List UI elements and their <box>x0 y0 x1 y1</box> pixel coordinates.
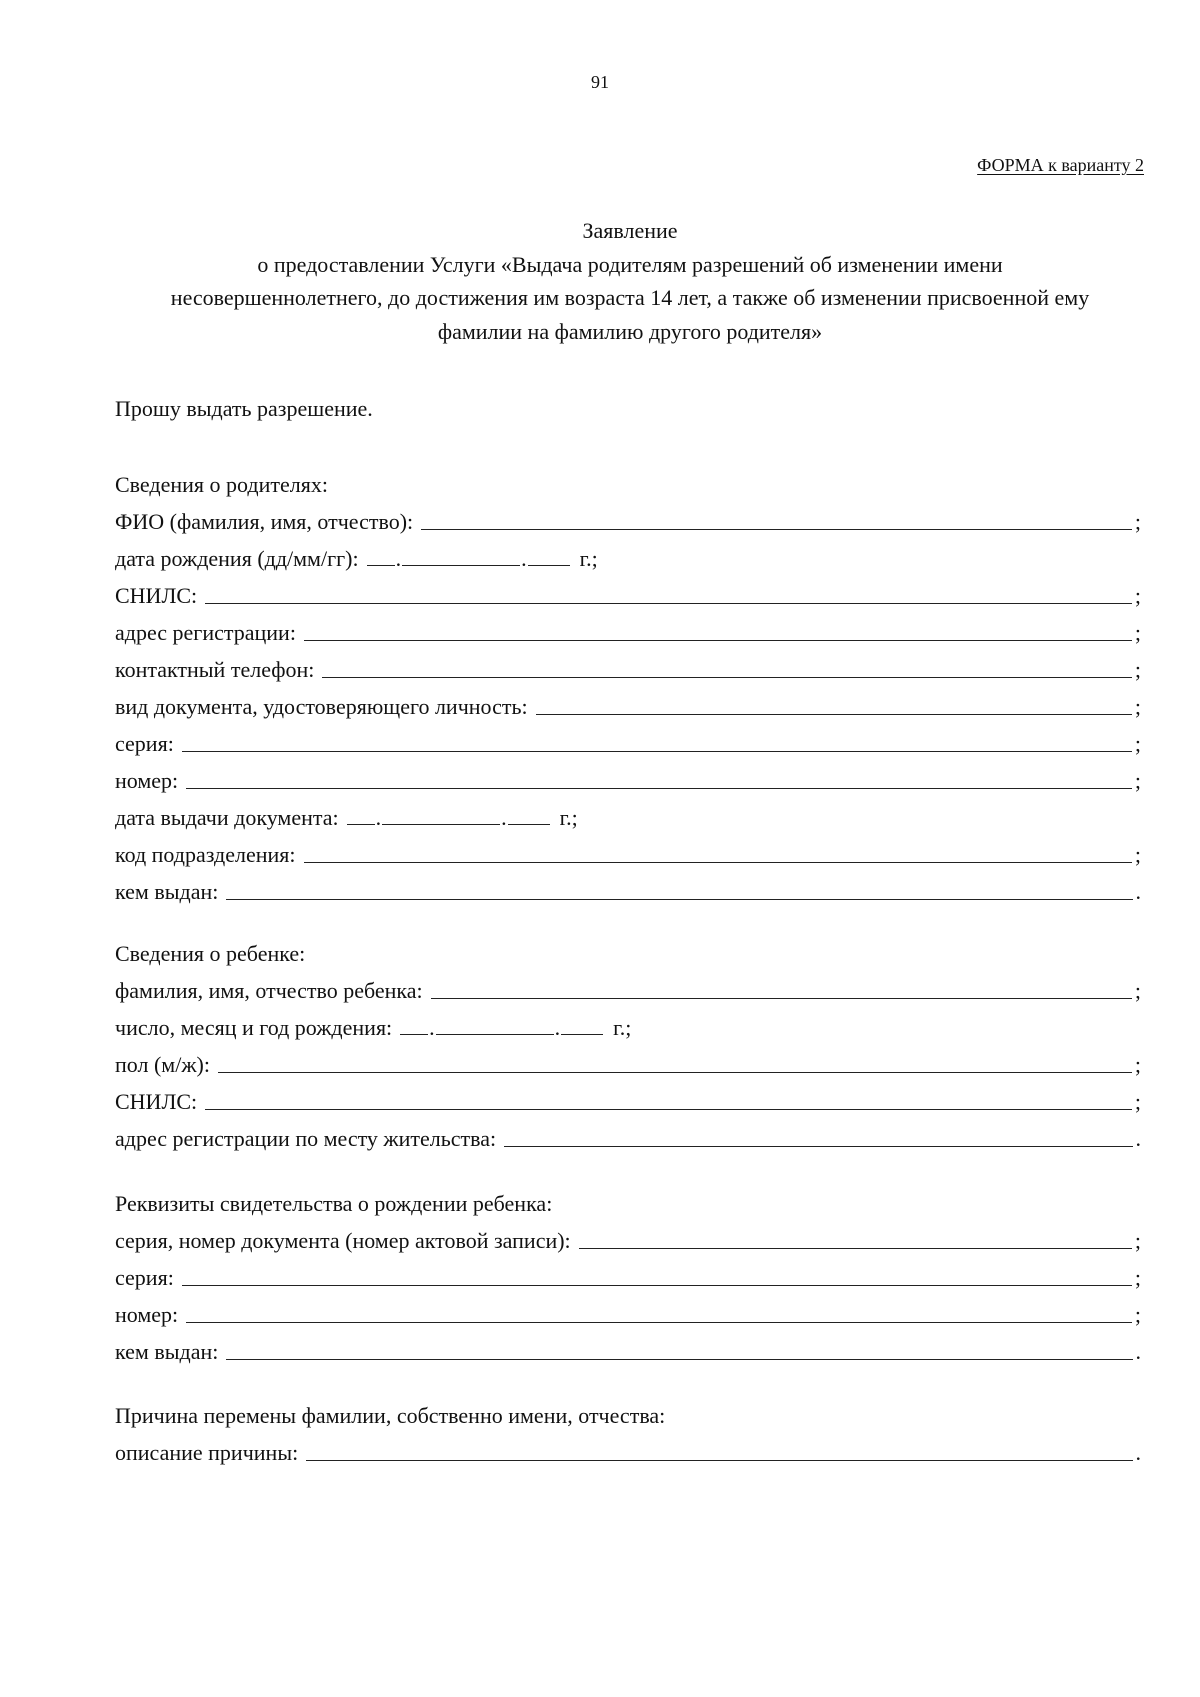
parent-id-doc-type-row <box>115 688 1141 725</box>
child-residence-address-row <box>115 1120 1141 1157</box>
parent-fio-field[interactable] <box>421 507 1132 530</box>
reason-description-field[interactable] <box>306 1438 1132 1461</box>
child-snils-label: СНИЛС: <box>115 1089 198 1114</box>
reason-section <box>115 1397 1141 1471</box>
certificate-series-field[interactable] <box>182 1263 1132 1286</box>
parent-snils-row <box>115 577 1141 614</box>
certificate-series-number-end: ; <box>1134 1228 1141 1253</box>
child-section <box>115 935 1141 1157</box>
parent-dept-code-field[interactable] <box>304 840 1132 863</box>
child-residence-address-field[interactable] <box>504 1124 1132 1147</box>
certificate-issued-by-label: кем выдан: <box>115 1339 219 1364</box>
child-fio-end: ; <box>1134 978 1141 1003</box>
parent-phone-end: ; <box>1134 657 1141 682</box>
title-line-4: фамилии на фамилию другого родителя» <box>437 318 823 344</box>
date-separator: . <box>375 805 382 830</box>
certificate-issued-by-field[interactable] <box>226 1337 1132 1360</box>
child-snils-end: ; <box>1134 1089 1141 1114</box>
request-text: Прошу выдать разрешение. <box>115 396 373 421</box>
certificate-series-end: ; <box>1134 1265 1141 1290</box>
parent-birth-year-field[interactable] <box>528 543 570 566</box>
parent-phone-label: контактный телефон: <box>115 657 315 682</box>
parent-series-row <box>115 725 1141 762</box>
certificate-number-label: номер: <box>115 1302 179 1327</box>
parent-dept-code-label: код подразделения: <box>115 842 296 867</box>
certificate-series-row <box>115 1259 1141 1296</box>
parent-phone-field[interactable] <box>322 655 1132 678</box>
title-line-2: о предоставлении Услуги «Выдача родителям разрешений об изменении имени <box>257 251 1003 277</box>
certificate-series-number-field[interactable] <box>579 1226 1132 1249</box>
certificate-issued-by-end: . <box>1135 1339 1141 1364</box>
parent-fio-end: ; <box>1134 509 1141 534</box>
parent-number-end: ; <box>1134 768 1141 793</box>
parent-birth-day-field[interactable] <box>367 543 395 566</box>
parent-series-label: серия: <box>115 731 174 756</box>
certificate-series-label: серия: <box>115 1265 174 1290</box>
parent-reg-address-label: адрес регистрации: <box>115 620 296 645</box>
parent-series-end: ; <box>1134 731 1141 756</box>
child-birth-day-field[interactable] <box>400 1012 428 1035</box>
parent-dept-code-end: ; <box>1134 842 1141 867</box>
parent-birth-month-field[interactable] <box>402 543 520 566</box>
parent-issued-by-label: кем выдан: <box>115 879 219 904</box>
certificate-series-number-row <box>115 1222 1141 1259</box>
parent-id-doc-type-field[interactable] <box>536 692 1132 715</box>
certificate-number-row <box>115 1296 1141 1333</box>
child-birth-year-field[interactable] <box>561 1012 603 1035</box>
parent-id-doc-type-end: ; <box>1134 694 1141 719</box>
date-separator: . <box>501 805 507 830</box>
parent-series-field[interactable] <box>182 729 1132 752</box>
parent-issued-by-row <box>115 873 1141 910</box>
parent-birth-date-label: дата рождения (дд/мм/гг): <box>115 546 359 571</box>
parent-reg-address-row <box>115 614 1141 651</box>
parent-number-field[interactable] <box>186 766 1132 789</box>
child-fio-row <box>115 972 1141 1009</box>
parent-reg-address-field[interactable] <box>304 618 1132 641</box>
date-separator: . <box>429 1015 435 1040</box>
parent-number-label: номер: <box>115 768 179 793</box>
year-suffix: г.; <box>559 805 578 830</box>
parent-fio-row <box>115 503 1141 540</box>
child-heading: Сведения о ребенке: <box>115 941 306 966</box>
date-separator: . <box>554 1015 561 1040</box>
parent-issued-by-field[interactable] <box>226 877 1132 900</box>
parent-fio-label: ФИО (фамилия, имя, отчество): <box>115 509 414 534</box>
title-line-3: несовершеннолетнего, до достижения им возраста 14 лет, а также об изменении присвоенной ему <box>170 285 1090 310</box>
reason-description-end: . <box>1135 1440 1141 1465</box>
child-birth-month-field[interactable] <box>436 1012 554 1035</box>
child-residence-address-label: адрес регистрации по месту жительства: <box>115 1126 497 1151</box>
parent-reg-address-end: ; <box>1134 620 1141 645</box>
certificate-section <box>115 1185 1141 1370</box>
certificate-heading: Реквизиты свидетельства о рождении ребенка: <box>115 1191 553 1216</box>
parent-issue-month-field[interactable] <box>382 802 500 825</box>
document-title <box>110 214 1150 348</box>
title-line-1: Заявление <box>582 218 678 243</box>
form-reference: ФОРМА к варианту 2 <box>977 155 1144 175</box>
parent-number-row <box>115 762 1141 799</box>
child-sex-label: пол (м/ж): <box>115 1052 210 1077</box>
parents-heading: Сведения о родителях: <box>115 472 328 497</box>
parent-issue-year-field[interactable] <box>508 802 550 825</box>
parent-snils-end: ; <box>1134 583 1141 608</box>
date-separator: . <box>395 546 402 571</box>
child-snils-field[interactable] <box>205 1087 1132 1110</box>
certificate-series-number-label: серия, номер документа (номер актовой записи): <box>115 1228 571 1253</box>
certificate-number-field[interactable] <box>186 1300 1132 1323</box>
date-separator: . <box>521 546 527 571</box>
child-sex-end: ; <box>1134 1052 1141 1077</box>
parent-phone-row <box>115 651 1141 688</box>
parent-issue-date-row <box>115 799 1141 836</box>
child-fio-label: фамилия, имя, отчество ребенка: <box>115 978 423 1003</box>
parent-snils-label: СНИЛС: <box>115 583 198 608</box>
certificate-issued-by-row <box>115 1333 1141 1370</box>
child-residence-address-end: . <box>1135 1126 1141 1151</box>
child-fio-field[interactable] <box>431 976 1132 999</box>
parent-dept-code-row <box>115 836 1141 873</box>
year-suffix: г.; <box>579 546 598 571</box>
child-birth-date-label: число, месяц и год рождения: <box>115 1015 393 1040</box>
child-snils-row <box>115 1083 1141 1120</box>
certificate-number-end: ; <box>1134 1302 1141 1327</box>
child-sex-field[interactable] <box>218 1050 1132 1073</box>
child-birth-date-row <box>115 1009 1141 1046</box>
page-number: 91 <box>591 72 609 92</box>
reason-description-row <box>115 1434 1141 1471</box>
parents-section <box>115 466 1141 910</box>
parent-issued-by-end: . <box>1135 879 1141 904</box>
parent-birth-date-row <box>115 540 1141 577</box>
year-suffix: г.; <box>613 1015 632 1040</box>
reason-description-label: описание причины: <box>115 1440 299 1465</box>
child-sex-row <box>115 1046 1141 1083</box>
parent-issue-day-field[interactable] <box>347 802 375 825</box>
reason-heading: Причина перемены фамилии, собственно имени, отчества: <box>115 1403 666 1428</box>
parent-id-doc-type-label: вид документа, удостоверяющего личность: <box>115 694 528 719</box>
parent-snils-field[interactable] <box>205 581 1132 604</box>
parent-issue-date-label: дата выдачи документа: <box>115 805 339 830</box>
